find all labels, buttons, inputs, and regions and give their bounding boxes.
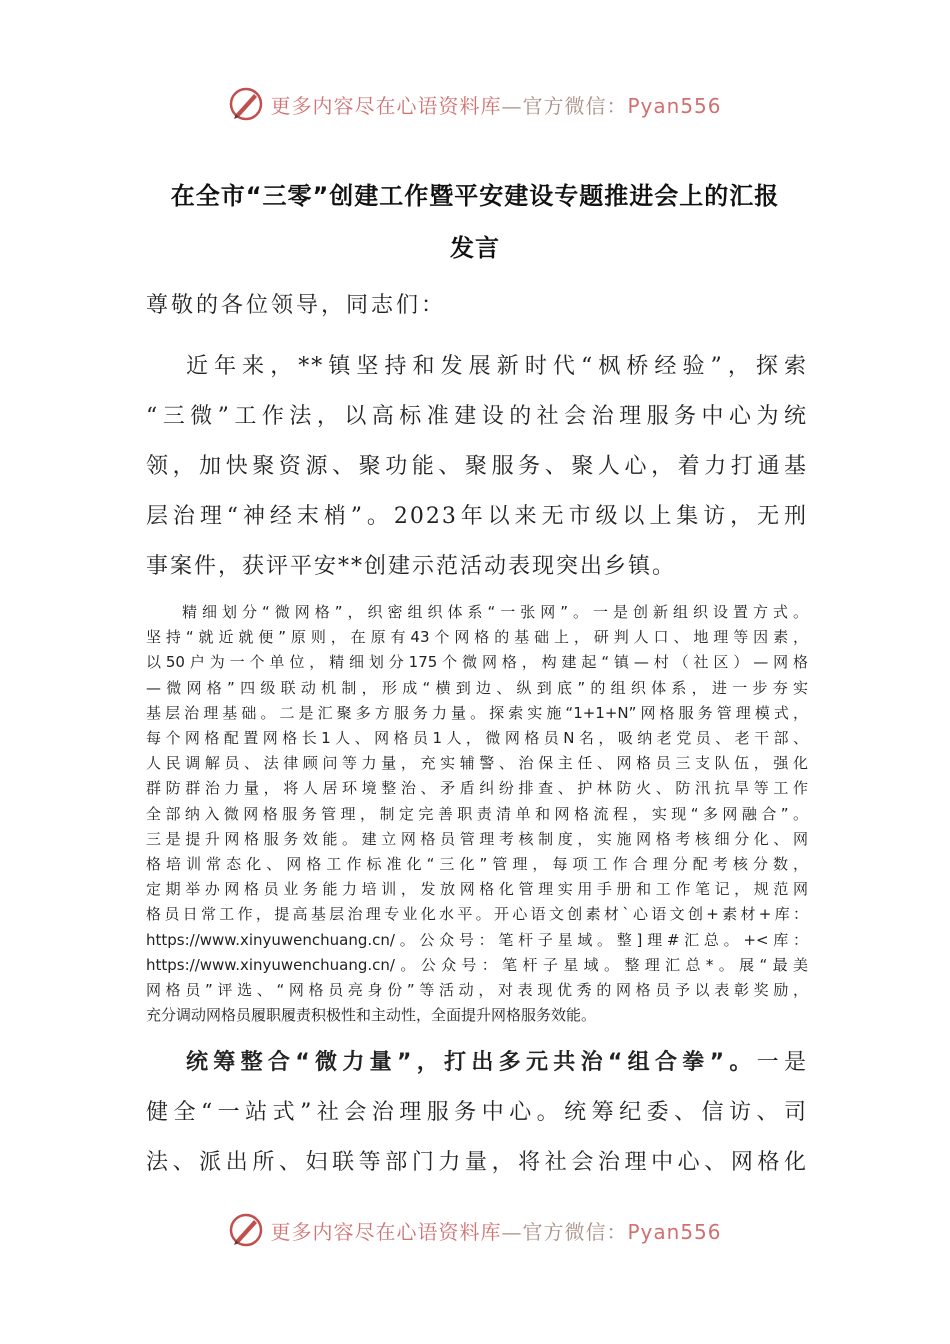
intro-line: 领，加快聚资源、聚功能、聚服务、聚人心，着力打通基 xyxy=(146,454,808,479)
pen-logo-icon xyxy=(228,86,264,122)
banner-wechat-id: Pyan556 xyxy=(627,1219,722,1244)
coordination-lead: 一是 xyxy=(756,1050,808,1075)
grid-line: 基层治理基础。二是汇聚多方服务力量。探索实施“1+1+N”网格服务管理模式， xyxy=(146,703,808,722)
document-title-line-1: 在全市“三零”创建工作暨平安建设专题推进会上的汇报 xyxy=(170,182,780,210)
intro-paragraph xyxy=(146,342,808,592)
grid-line: 格培训常态化、网格工作标准化“三化”管理，每项工作合理分配考核分数， xyxy=(146,855,808,874)
banner-wechat-id: Pyan556 xyxy=(627,93,722,118)
grid-line: 定期举办网格员业务能力培训，发放网格化管理实用手册和工作笔记，规范网 xyxy=(146,880,808,899)
grid-line: 坚持“就近就便”原则，在原有43个网格的基础上，研判人口、地理等因素， xyxy=(146,628,808,647)
banner-text xyxy=(270,90,721,119)
grid-line: 以50户为一个单位，精细划分175个微网格，构建起“镇—村（社区）—网格 xyxy=(146,653,808,672)
grid-line: 网格员”评选、“网格员亮身份”等活动，对表现优秀的网格员予以表彰奖励， xyxy=(146,981,808,1000)
grid-line: 群防群治力量，将人居环境整治、矛盾纠纷排查、护林防火、防汛抗旱等工作 xyxy=(146,779,808,798)
footer-banner xyxy=(0,1208,950,1252)
coordination-line: 法、派出所、妇联等部门力量，将社会治理中心、网格化 xyxy=(146,1150,808,1175)
coordination-line xyxy=(146,1038,808,1088)
grid-line: 每个网格配置网格长1人、网格员1人，微网格员N名，吸纳老党员、老干部、 xyxy=(146,729,808,748)
grid-line: https://www.xinyuwenchuang.cn/。公众号：笔杆子星域。整理汇总*。展“最美 xyxy=(146,955,808,974)
coordination-paragraph xyxy=(146,1038,808,1188)
grid-line: 格员日常工作，提高基层治理专业化水平。开心语文创素材`心语文创+素材+库： xyxy=(146,905,808,924)
pen-logo-icon xyxy=(228,1212,264,1248)
grid-line: 充分调动网格员履职履责积极性和主动性，全面提升网格服务效能。 xyxy=(146,1006,597,1025)
grid-line: 精细划分“微网格”，织密组织体系“一张网”。一是创新组织设置方式。 xyxy=(182,603,808,621)
intro-line: “三微”工作法，以高标准建设的社会治理服务中心为统 xyxy=(146,404,808,429)
banner-main-text: 更多内容尽在心语资料库 xyxy=(270,1219,502,1244)
banner-main-text: 更多内容尽在心语资料库 xyxy=(270,93,502,118)
intro-line: 层治理“神经末梢”。2023年以来无市级以上集访，无刑 xyxy=(146,504,808,529)
intro-line: 近年来，**镇坚持和发展新时代“枫桥经验”，探索 xyxy=(186,354,808,379)
grid-line: https://www.xinyuwenchuang.cn/。公众号：笔杆子星域。整]理#汇总。+<库： xyxy=(146,930,808,949)
banner-label: —官方微信： xyxy=(501,93,628,118)
coordination-heading: 统筹整合“微力量”，打出多元共治“组合拳”。 xyxy=(186,1050,757,1075)
header-banner xyxy=(0,82,950,126)
banner-text xyxy=(270,1216,721,1245)
document-title-line-2: 发言 xyxy=(450,234,500,262)
coordination-line: 健全“一站式”社会治理服务中心。统筹纪委、信访、司 xyxy=(146,1100,808,1125)
intro-line: 事案件，获评平安**创建示范活动表现突出乡镇。 xyxy=(146,554,677,579)
salutation: 尊敬的各位领导，同志们： xyxy=(146,293,447,318)
grid-line: 全部纳入微网格服务管理，制定完善职责清单和网格流程，实现“多网融合”。 xyxy=(146,804,808,823)
grid-paragraph xyxy=(146,600,808,1028)
grid-line: 人民调解员、法律顾问等力量，充实辅警、治保主任、网格员三支队伍，强化 xyxy=(146,754,808,773)
banner-label: —官方微信： xyxy=(501,1219,628,1244)
grid-line: —微网格”四级联动机制，形成“横到边、纵到底”的组织体系，进一步夯实 xyxy=(146,678,808,697)
grid-line: 三是提升网格服务效能。建立网格员管理考核制度，实施网格考核细分化、网 xyxy=(146,829,808,848)
